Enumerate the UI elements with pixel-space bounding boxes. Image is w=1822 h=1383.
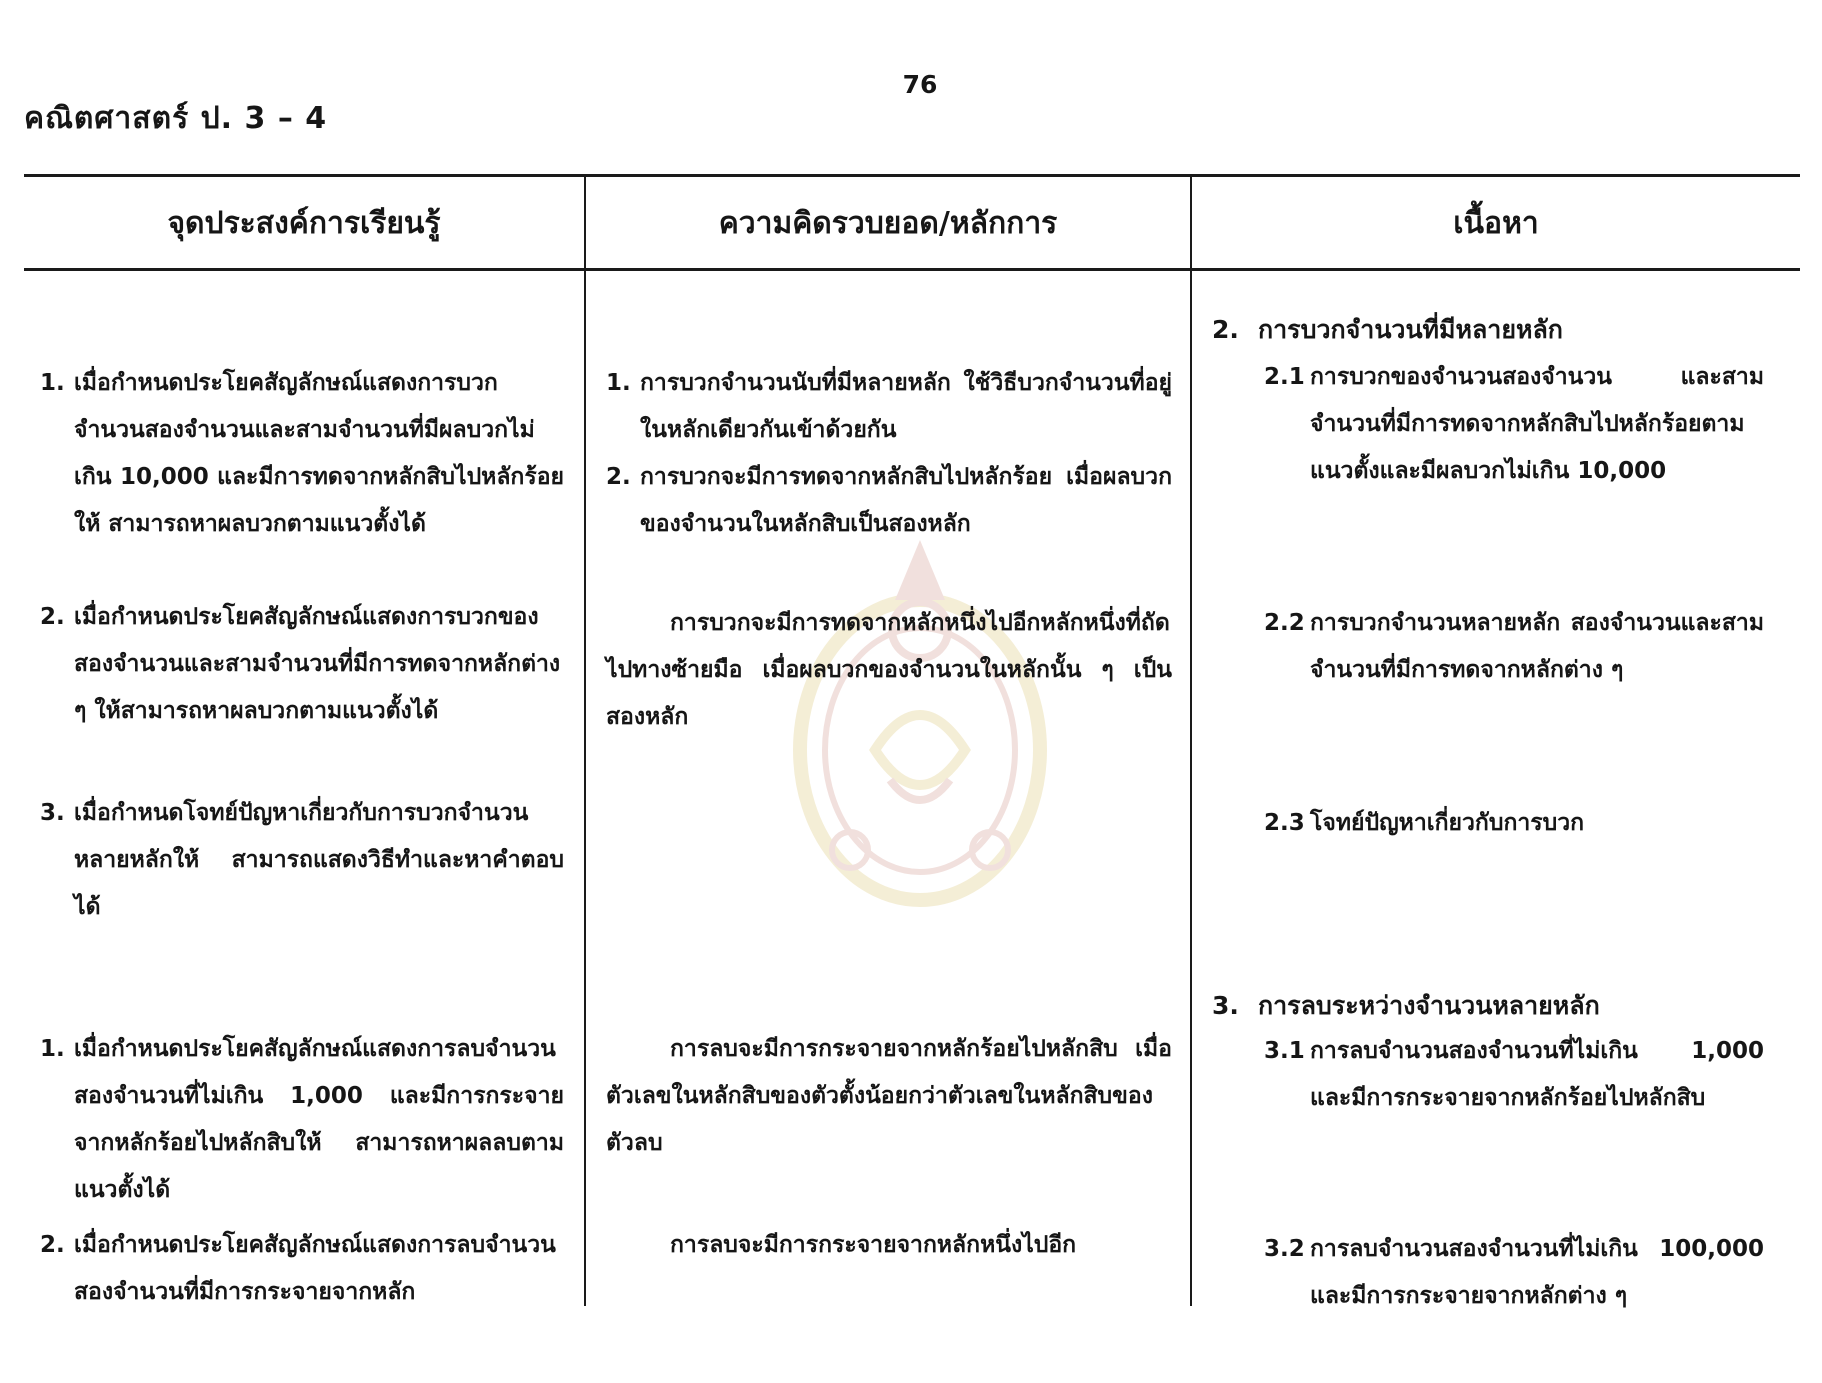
concept-add-3: การบวกจะมีการทดจากหลักหนึ่งไปอีกหลักหนึ่งที่ถัดไปทางซ้ายมือ เมื่อผลบวกของจำนวนในหลักนั้น ๆ เป็นสองหลัก — [606, 610, 1172, 730]
table-top-rule — [24, 174, 1800, 177]
objective-add-2 — [40, 594, 564, 735]
concept-add-1 — [606, 360, 1172, 454]
content-text: การลบระหว่างจำนวนหลายหลัก — [1258, 991, 1600, 1020]
content-number: 3. — [1212, 991, 1239, 1020]
objective-text: เมื่อกำหนดประโยคสัญลักษณ์แสดงการลบจำนวนสองจำนวนที่มีการกระจายจากหลัก — [74, 1232, 556, 1305]
content-item-2-2 — [1264, 600, 1764, 694]
objective-number: 1. — [40, 1036, 65, 1062]
concept-text: การบวกจะมีการทดจากหลักสิบไปหลักร้อย เมื่อผลบวกของจำนวนในหลักสิบเป็นสองหลัก — [640, 464, 1172, 537]
objective-text: เมื่อกำหนดประโยคสัญลักษณ์แสดงการบวกจำนวนสองจำนวนและสามจำนวนที่มีผลบวกไม่เกิน 10,000 และมีการทดจากหลักสิบไปหลักร้อยให้ สามารถหาผลบวกตามแนวตั้งได้ — [74, 370, 564, 537]
subject-title: คณิตศาสตร์ ป. 3 – 4 — [24, 101, 328, 136]
concept-sub-1: การลบจะมีการกระจายจากหลักร้อยไปหลักสิบ เมื่อตัวเลขในหลักสิบของตัวตั้งน้อยกว่าตัวเลขในหลักสิบของตัวลบ — [606, 1036, 1172, 1156]
objective-number: 3. — [40, 800, 65, 826]
content-number: 2. — [1212, 315, 1239, 344]
table-header-rule — [24, 268, 1800, 271]
content-number: 2.3 — [1264, 810, 1305, 836]
objective-add-3 — [40, 790, 564, 931]
header-learning-objectives: จุดประสงค์การเรียนรู้ — [167, 206, 441, 241]
column-divider-1 — [584, 174, 586, 1306]
content-text: การบวกของจำนวนสองจำนวน และสามจำนวนที่มีการทดจากหลักสิบไปหลักร้อยตามแนวตั้งและมีผลบวกไม่เกิน 10,000 — [1310, 364, 1764, 484]
content-text: การลบจำนวนสองจำนวนที่ไม่เกิน 100,000 และมีการกระจายจากหลักต่าง ๆ — [1310, 1236, 1764, 1309]
concept-number: 2. — [606, 464, 631, 490]
content-number: 2.2 — [1264, 610, 1305, 636]
objective-sub-1 — [40, 1026, 564, 1214]
header-content: เนื้อหา — [1453, 206, 1539, 241]
objective-sub-2 — [40, 1222, 564, 1316]
content-section-2 — [1212, 306, 1782, 353]
content-number: 3.1 — [1264, 1038, 1305, 1064]
column-divider-2 — [1190, 174, 1192, 1306]
content-item-3-2 — [1264, 1226, 1764, 1320]
content-text: การบวกจำนวนหลายหลัก สองจำนวนและสามจำนวนที่มีการทดจากหลักต่าง ๆ — [1310, 610, 1764, 683]
content-item-2-3 — [1264, 800, 1764, 847]
concept-add-2 — [606, 454, 1172, 548]
objective-number: 2. — [40, 1232, 65, 1258]
content-number: 3.2 — [1264, 1236, 1305, 1262]
objective-number: 2. — [40, 604, 65, 630]
content-item-3-1 — [1264, 1028, 1764, 1122]
objective-text: เมื่อกำหนดโจทย์ปัญหาเกี่ยวกับการบวกจำนวนหลายหลักให้ สามารถแสดงวิธีทำและหาคำตอบได้ — [74, 800, 564, 920]
content-item-2-1 — [1264, 354, 1764, 495]
objective-add-1 — [40, 360, 564, 548]
objective-text: เมื่อกำหนดประโยคสัญลักษณ์แสดงการบวกของสองจำนวนและสามจำนวนที่มีการทดจากหลักต่าง ๆ ให้สามารถหาผลบวกตามแนวตั้งได้ — [74, 604, 561, 724]
content-text: การบวกจำนวนที่มีหลายหลัก — [1258, 315, 1563, 344]
content-number: 2.1 — [1264, 364, 1305, 390]
objective-text: เมื่อกำหนดประโยคสัญลักษณ์แสดงการลบจำนวนสองจำนวนที่ไม่เกิน 1,000 และมีการกระจายจากหลักร้อยไปหลักสิบให้ สามารถหาผลลบตามแนวตั้งได้ — [74, 1036, 564, 1203]
objective-number: 1. — [40, 370, 65, 396]
concept-text: การบวกจำนวนนับที่มีหลายหลัก ใช้วิธีบวกจำนวนที่อยู่ในหลักเดียวกันเข้าด้วยกัน — [640, 370, 1172, 443]
concept-number: 1. — [606, 370, 631, 396]
content-text: การลบจำนวนสองจำนวนที่ไม่เกิน 1,000 และมีการกระจายจากหลักร้อยไปหลักสิบ — [1310, 1038, 1764, 1111]
concept-sub-2: การลบจะมีการกระจายจากหลักหนึ่งไปอีก — [670, 1232, 1077, 1258]
content-text: โจทย์ปัญหาเกี่ยวกับการบวก — [1310, 810, 1585, 836]
content-section-3 — [1212, 982, 1782, 1029]
header-concepts: ความคิดรวบยอด/หลักการ — [718, 206, 1058, 241]
page-number: 76 — [902, 70, 938, 99]
